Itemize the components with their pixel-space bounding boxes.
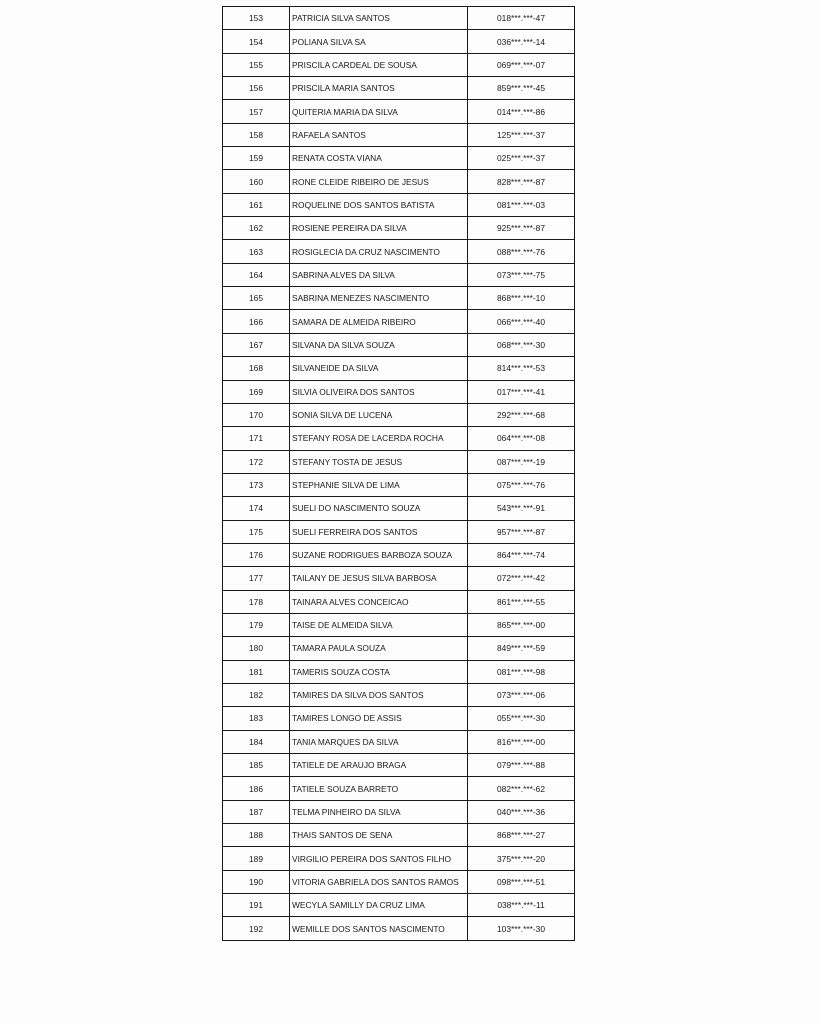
table-row (223, 473, 575, 496)
cpf-cell: 868***.***-10 (468, 287, 575, 310)
cpf-cell: 957***.***-87 (468, 520, 575, 543)
cpf-cell: 018***.***-47 (468, 7, 575, 30)
cpf-cell: 088***.***-76 (468, 240, 575, 263)
table-row (223, 754, 575, 777)
name-cell: ROSIENE PEREIRA DA SILVA (290, 217, 468, 240)
cpf-cell: 375***.***-20 (468, 847, 575, 870)
name-cell: PRISCILA MARIA SANTOS (290, 77, 468, 100)
name-cell: TAINARA ALVES CONCEICAO (290, 590, 468, 613)
cpf-cell: 014***.***-86 (468, 100, 575, 123)
cpf-cell: 087***.***-19 (468, 450, 575, 473)
name-cell: WEMILLE DOS SANTOS NASCIMENTO (290, 917, 468, 940)
table-row (223, 730, 575, 753)
table-row (223, 380, 575, 403)
table-row (223, 100, 575, 123)
table-row (223, 637, 575, 660)
name-cell: TANIA MARQUES DA SILVA (290, 730, 468, 753)
name-cell: ROQUELINE DOS SANTOS BATISTA (290, 193, 468, 216)
row-number-cell: 178 (223, 590, 290, 613)
cpf-cell: 103***.***-30 (468, 917, 575, 940)
name-cell: SILVANEIDE DA SILVA (290, 357, 468, 380)
table-row (223, 147, 575, 170)
table-row (223, 193, 575, 216)
cpf-cell: 073***.***-06 (468, 683, 575, 706)
row-number-cell: 153 (223, 7, 290, 30)
table-row (223, 170, 575, 193)
name-cell: SILVANA DA SILVA SOUZA (290, 333, 468, 356)
table-row (223, 917, 575, 940)
table-row (223, 450, 575, 473)
name-cell: TAMERIS SOUZA COSTA (290, 660, 468, 683)
row-number-cell: 186 (223, 777, 290, 800)
row-number-cell: 154 (223, 30, 290, 53)
name-cell: STEFANY ROSA DE LACERDA ROCHA (290, 427, 468, 450)
name-cell: TAMARA PAULA SOUZA (290, 637, 468, 660)
cpf-cell: 868***.***-27 (468, 824, 575, 847)
cpf-cell: 125***.***-37 (468, 123, 575, 146)
table-row (223, 497, 575, 520)
name-cell: STEFANY TOSTA DE JESUS (290, 450, 468, 473)
cpf-cell: 081***.***-98 (468, 660, 575, 683)
row-number-cell: 189 (223, 847, 290, 870)
name-cell: SAMARA DE ALMEIDA RIBEIRO (290, 310, 468, 333)
name-cell: STEPHANIE SILVA DE LIMA (290, 473, 468, 496)
row-number-cell: 175 (223, 520, 290, 543)
table-row (223, 870, 575, 893)
name-cell: TATIELE DE ARAUJO BRAGA (290, 754, 468, 777)
row-number-cell: 184 (223, 730, 290, 753)
cpf-cell: 861***.***-55 (468, 590, 575, 613)
table-row (223, 894, 575, 917)
row-number-cell: 168 (223, 357, 290, 380)
row-number-cell: 172 (223, 450, 290, 473)
row-number-cell: 180 (223, 637, 290, 660)
cpf-cell: 098***.***-51 (468, 870, 575, 893)
cpf-cell: 859***.***-45 (468, 77, 575, 100)
row-number-cell: 159 (223, 147, 290, 170)
name-cell: SUELI FERREIRA DOS SANTOS (290, 520, 468, 543)
row-number-cell: 181 (223, 660, 290, 683)
name-cell: RENATA COSTA VIANA (290, 147, 468, 170)
name-cell: SABRINA MENEZES NASCIMENTO (290, 287, 468, 310)
name-cell: PRISCILA CARDEAL DE SOUSA (290, 53, 468, 76)
table-row (223, 707, 575, 730)
table-row (223, 613, 575, 636)
name-cell: SUZANE RODRIGUES BARBOZA SOUZA (290, 543, 468, 566)
row-number-cell: 164 (223, 263, 290, 286)
row-number-cell: 158 (223, 123, 290, 146)
cpf-cell: 865***.***-00 (468, 613, 575, 636)
row-number-cell: 157 (223, 100, 290, 123)
row-number-cell: 169 (223, 380, 290, 403)
name-cell: POLIANA SILVA SA (290, 30, 468, 53)
cpf-cell: 036***.***-14 (468, 30, 575, 53)
cpf-cell: 082***.***-62 (468, 777, 575, 800)
cpf-cell: 069***.***-07 (468, 53, 575, 76)
cpf-cell: 040***.***-36 (468, 800, 575, 823)
table-row (223, 310, 575, 333)
table-row (223, 683, 575, 706)
table-row (223, 240, 575, 263)
row-number-cell: 192 (223, 917, 290, 940)
table-row (223, 660, 575, 683)
table-row (223, 824, 575, 847)
row-number-cell: 188 (223, 824, 290, 847)
row-number-cell: 174 (223, 497, 290, 520)
name-cell: VIRGILIO PEREIRA DOS SANTOS FILHO (290, 847, 468, 870)
cpf-cell: 025***.***-37 (468, 147, 575, 170)
cpf-cell: 814***.***-53 (468, 357, 575, 380)
cpf-cell: 066***.***-40 (468, 310, 575, 333)
row-number-cell: 163 (223, 240, 290, 263)
name-cell: SUELI DO NASCIMENTO SOUZA (290, 497, 468, 520)
table-row (223, 777, 575, 800)
row-number-cell: 170 (223, 403, 290, 426)
row-number-cell: 156 (223, 77, 290, 100)
table-row (223, 847, 575, 870)
table-row (223, 53, 575, 76)
name-cell: SABRINA ALVES DA SILVA (290, 263, 468, 286)
name-cell: WECYLA SAMILLY DA CRUZ LIMA (290, 894, 468, 917)
cpf-cell: 816***.***-00 (468, 730, 575, 753)
table-row (223, 567, 575, 590)
name-cell: SILVIA OLIVEIRA DOS SANTOS (290, 380, 468, 403)
row-number-cell: 167 (223, 333, 290, 356)
name-cell: QUITERIA MARIA DA SILVA (290, 100, 468, 123)
cpf-cell: 017***.***-41 (468, 380, 575, 403)
cpf-cell: 064***.***-08 (468, 427, 575, 450)
row-number-cell: 185 (223, 754, 290, 777)
table-row (223, 520, 575, 543)
row-number-cell: 166 (223, 310, 290, 333)
table-row (223, 333, 575, 356)
table-row (223, 7, 575, 30)
cpf-cell: 292***.***-68 (468, 403, 575, 426)
row-number-cell: 160 (223, 170, 290, 193)
name-cell: PATRICIA SILVA SANTOS (290, 7, 468, 30)
cpf-cell: 038***.***-11 (468, 894, 575, 917)
name-cell: RONE CLEIDE RIBEIRO DE JESUS (290, 170, 468, 193)
cpf-cell: 055***.***-30 (468, 707, 575, 730)
row-number-cell: 155 (223, 53, 290, 76)
name-cell: ROSIGLECIA DA CRUZ NASCIMENTO (290, 240, 468, 263)
table-row (223, 403, 575, 426)
name-cell: SONIA SILVA DE LUCENA (290, 403, 468, 426)
roster-table-body (223, 7, 575, 941)
name-cell: THAIS SANTOS DE SENA (290, 824, 468, 847)
name-cell: TATIELE SOUZA BARRETO (290, 777, 468, 800)
table-row (223, 30, 575, 53)
name-cell: TAMIRES LONGO DE ASSIS (290, 707, 468, 730)
row-number-cell: 165 (223, 287, 290, 310)
table-row (223, 357, 575, 380)
cpf-cell: 543***.***-91 (468, 497, 575, 520)
row-number-cell: 171 (223, 427, 290, 450)
row-number-cell: 179 (223, 613, 290, 636)
cpf-cell: 925***.***-87 (468, 217, 575, 240)
row-number-cell: 187 (223, 800, 290, 823)
row-number-cell: 176 (223, 543, 290, 566)
row-number-cell: 173 (223, 473, 290, 496)
table-row (223, 800, 575, 823)
cpf-cell: 073***.***-75 (468, 263, 575, 286)
cpf-cell: 828***.***-87 (468, 170, 575, 193)
table-row (223, 77, 575, 100)
cpf-cell: 068***.***-30 (468, 333, 575, 356)
row-number-cell: 162 (223, 217, 290, 240)
name-cell: VITORIA GABRIELA DOS SANTOS RAMOS (290, 870, 468, 893)
row-number-cell: 182 (223, 683, 290, 706)
name-cell: TAILANY DE JESUS SILVA BARBOSA (290, 567, 468, 590)
roster-table (222, 6, 575, 941)
row-number-cell: 183 (223, 707, 290, 730)
cpf-cell: 072***.***-42 (468, 567, 575, 590)
row-number-cell: 191 (223, 894, 290, 917)
table-row (223, 427, 575, 450)
table-row (223, 123, 575, 146)
cpf-cell: 081***.***-03 (468, 193, 575, 216)
row-number-cell: 177 (223, 567, 290, 590)
table-row (223, 543, 575, 566)
name-cell: TAISE DE ALMEIDA SILVA (290, 613, 468, 636)
table-row (223, 263, 575, 286)
row-number-cell: 190 (223, 870, 290, 893)
table-row (223, 590, 575, 613)
cpf-cell: 849***.***-59 (468, 637, 575, 660)
name-cell: TELMA PINHEIRO DA SILVA (290, 800, 468, 823)
name-cell: RAFAELA SANTOS (290, 123, 468, 146)
row-number-cell: 161 (223, 193, 290, 216)
name-cell: TAMIRES DA SILVA DOS SANTOS (290, 683, 468, 706)
cpf-cell: 864***.***-74 (468, 543, 575, 566)
table-row (223, 217, 575, 240)
cpf-cell: 079***.***-88 (468, 754, 575, 777)
table-row (223, 287, 575, 310)
cpf-cell: 075***.***-76 (468, 473, 575, 496)
